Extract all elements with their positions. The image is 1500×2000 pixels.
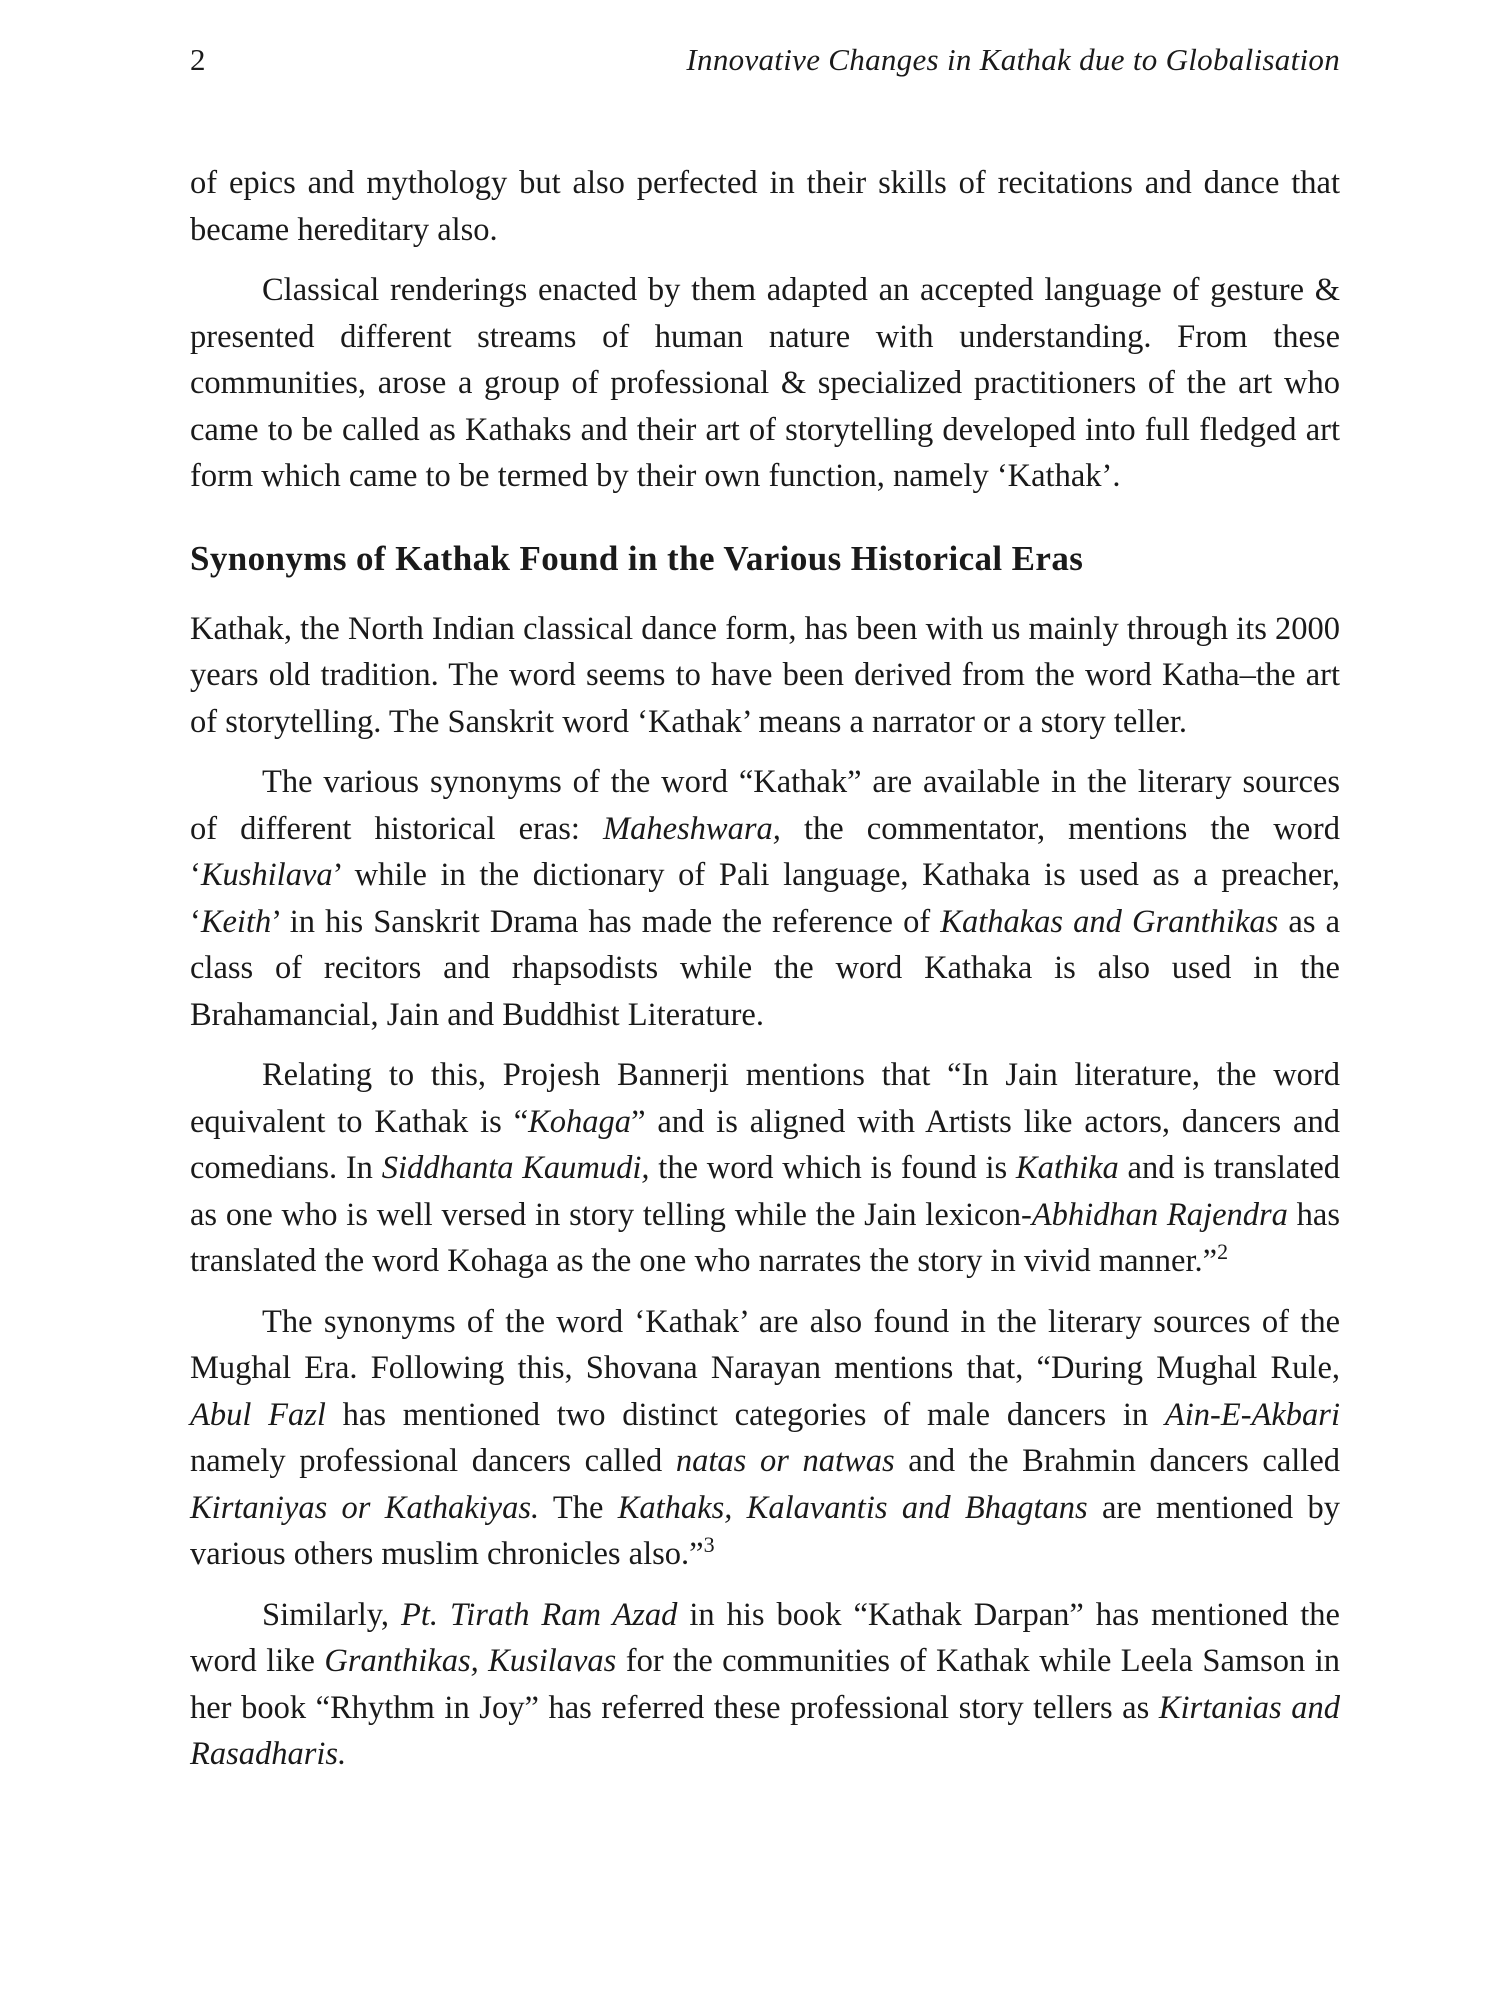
italic-term: Ain-E-Akbari — [1164, 1396, 1340, 1433]
text-run: ” and is aligned with Artists like actors, dancers and comedians. In — [190, 1103, 1340, 1186]
italic-term: Kushilava — [200, 857, 333, 893]
text-run: ’ while in the dictionary of Pali language, Kathaka is used as a preacher, ‘ — [190, 857, 1340, 940]
text-run: in his book “Kathak Darpan” has mentioned the word like — [190, 1596, 1340, 1679]
italic-term: Kohaga — [528, 1103, 632, 1140]
paragraph-text: Classical renderings enacted by them adapted an accepted language of gesture & presented different streams of human nature with understanding. From these communities, arose a group of professional & specialized practitioners of the art who came to be called as Kathaks and their art of storytelling developed into full fledged art form which came to be termed by their own function, namely ‘Kathak’. — [190, 272, 1340, 494]
italic-term: Kirtaniyas or Kathakiyas. — [190, 1489, 540, 1526]
italic-term: Maheshwara, — [603, 810, 781, 847]
paragraph-text: of epics and mythology but also perfected in their skills of recitations and dance that became hereditary also. — [190, 165, 1340, 248]
text-run: Relating to this, Projesh Bannerji mentions that “In Jain literature, the word equivalent to Kathak is “ — [190, 1057, 1340, 1140]
text-run: are mentioned by various others muslim chronicles also.” — [190, 1489, 1340, 1572]
text-run: The — [539, 1489, 618, 1526]
text-run: ’ in his Sanskrit Drama has made the reference of — [271, 903, 941, 940]
text-run: has translated the word Kohaga as the one who narrates the story in vivid manner.” — [190, 1196, 1341, 1279]
italic-term: Pt. Tirath Ram Azad — [400, 1596, 678, 1633]
italic-term: Siddhanta Kaumudi, — [381, 1150, 650, 1186]
paragraph-kathak-intro — [190, 606, 1340, 746]
italic-term: natas or natwas — [675, 1443, 895, 1479]
book-page — [190, 38, 1340, 1792]
text-run: and is translated as one who is well versed in story telling while the Jain lexicon- — [190, 1150, 1340, 1233]
paragraph-text: Kathak, the North Indian classical dance form, has been with us mainly through its 2000 years old tradition. The word seems to have been derived from the word Katha–the art of storytelling. The Sanskrit word ‘Kathak’ means a narrator or a story teller. — [190, 610, 1340, 740]
paragraph-continuation — [190, 160, 1340, 253]
section-heading: Synonyms of Kathak Found in the Various Historical Eras — [190, 538, 1084, 578]
running-title: Innovative Changes in Kathak due to Globalisation — [686, 42, 1340, 77]
paragraph-jain-literature — [190, 1052, 1340, 1285]
italic-term: Kathakas and Granthikas — [940, 903, 1279, 940]
paragraph-synonyms — [190, 759, 1340, 1038]
body-text — [190, 160, 1340, 1778]
italic-term: Kathaks, Kalavantis and Bhagtans — [617, 1489, 1088, 1526]
text-run: the word which is found is — [649, 1150, 1016, 1186]
footnote-marker: 2 — [1217, 1239, 1229, 1264]
italic-term: Keith — [200, 903, 272, 940]
italic-term: Kirtanias and Rasadharis. — [190, 1689, 1340, 1772]
text-run: and the Brahmin dancers called — [894, 1443, 1340, 1479]
paragraph-kathak-darpan — [190, 1592, 1340, 1778]
italic-term: Abhidhan Rajendra — [1031, 1196, 1288, 1233]
italic-term: Abul Fazl — [190, 1396, 326, 1433]
text-run: the commentator, mentions the word ‘ — [190, 810, 1341, 893]
italic-term: Kathika — [1015, 1150, 1119, 1186]
paragraph-mughal-era — [190, 1299, 1340, 1578]
text-run: The synonyms of the word ‘Kathak’ are also found in the literary sources of the Mughal Era. Following this, Shovana Narayan mentions that, “During Mughal Rule, — [190, 1303, 1340, 1386]
text-run: has mentioned two distinct categories of male dancers in — [325, 1396, 1165, 1433]
footnote-marker: 3 — [703, 1532, 715, 1557]
text-run: for the communities of Kathak while Leela Samson in her book “Rhythm in Joy” has referred these professional story tellers as — [190, 1643, 1340, 1726]
paragraph-classical-renderings — [190, 267, 1340, 500]
running-header — [190, 38, 1340, 82]
italic-term: Granthikas, Kusilavas — [324, 1643, 617, 1679]
text-run: as a class of recitors and rhapsodists while the word Kathaka is also used in the Brahamancial, Jain and Buddhist Literature. — [190, 903, 1341, 1033]
text-run: Similarly, — [262, 1596, 401, 1633]
text-run: The various synonyms of the word “Kathak” are available in the literary sources of different historical eras: — [190, 764, 1340, 847]
page-number: 2 — [190, 42, 206, 77]
text-run: namely professional dancers called — [190, 1443, 676, 1479]
